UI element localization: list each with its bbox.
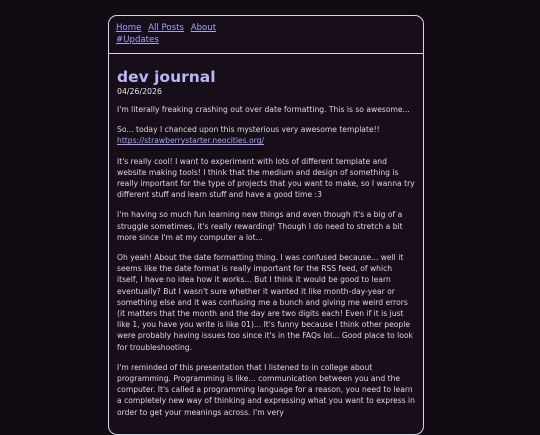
post-paragraph: It's really cool! I want to experiment with lots of different template and website making tools! I think that the medium and design of something is really important for the type of projects that you want to make, so I wanna try different stuff and learn stuff and have a good time :3 bbox=[117, 156, 415, 200]
nav-row-primary bbox=[116, 22, 416, 34]
post-paragraph: Oh yeah! About the date formatting thing. I was confused because... well it seems like the date format is really important for the RSS feed, of which itself, I have no idea how it works... But I think it would be good to learn eventually? But I wasn't sure whether it wanted it like month-day-year or something else and it was confusing me a bunch and giving me weird errors (it matters that the month and the day are two digits each! Even if it is just like 1, you have you write is like 01)... It's funny because I think other people were probably having issues too since it's in the FAQs lol... Good place to look for troubleshooting. bbox=[117, 253, 413, 352]
page-container bbox=[108, 15, 424, 435]
nav-bar bbox=[109, 16, 423, 54]
post-date: 04/26/2026 bbox=[117, 87, 162, 96]
nav-link-updates[interactable]: #Updates bbox=[116, 35, 159, 45]
post bbox=[109, 54, 423, 418]
post-paragraph: I'm literally freaking crashing out over date formatting. This is so awesome... bbox=[117, 105, 410, 114]
nav-link-home[interactable]: Home bbox=[116, 23, 142, 33]
nav-link-all-posts[interactable]: All Posts bbox=[148, 23, 184, 33]
template-link[interactable]: https://strawberrystarter.neocities.org/ bbox=[117, 136, 264, 146]
post-paragraph: I'm having so much fun learning new things and even though it's a big of a struggle sometimes, it's really rewarding! Though I do need to stretch a bit more since I'm at my computer a lot... bbox=[117, 210, 403, 242]
nav-row-secondary bbox=[116, 34, 416, 46]
post-paragraph-text: So... today I chanced upon this mysterious very awesome template!! bbox=[117, 125, 380, 135]
post-title: dev journal bbox=[117, 68, 216, 86]
post-paragraph-with-link bbox=[117, 124, 415, 146]
post-paragraph: I'm reminded of this presentation that I listened to in college about programming. Programming is like... communication between you and the computer. It's called a programming language for a reason, you need to learn a completely new way of thinking and expressing what you want to express in order to get your meanings across. I'm very bbox=[117, 362, 415, 417]
nav-link-about[interactable]: About bbox=[190, 23, 217, 33]
